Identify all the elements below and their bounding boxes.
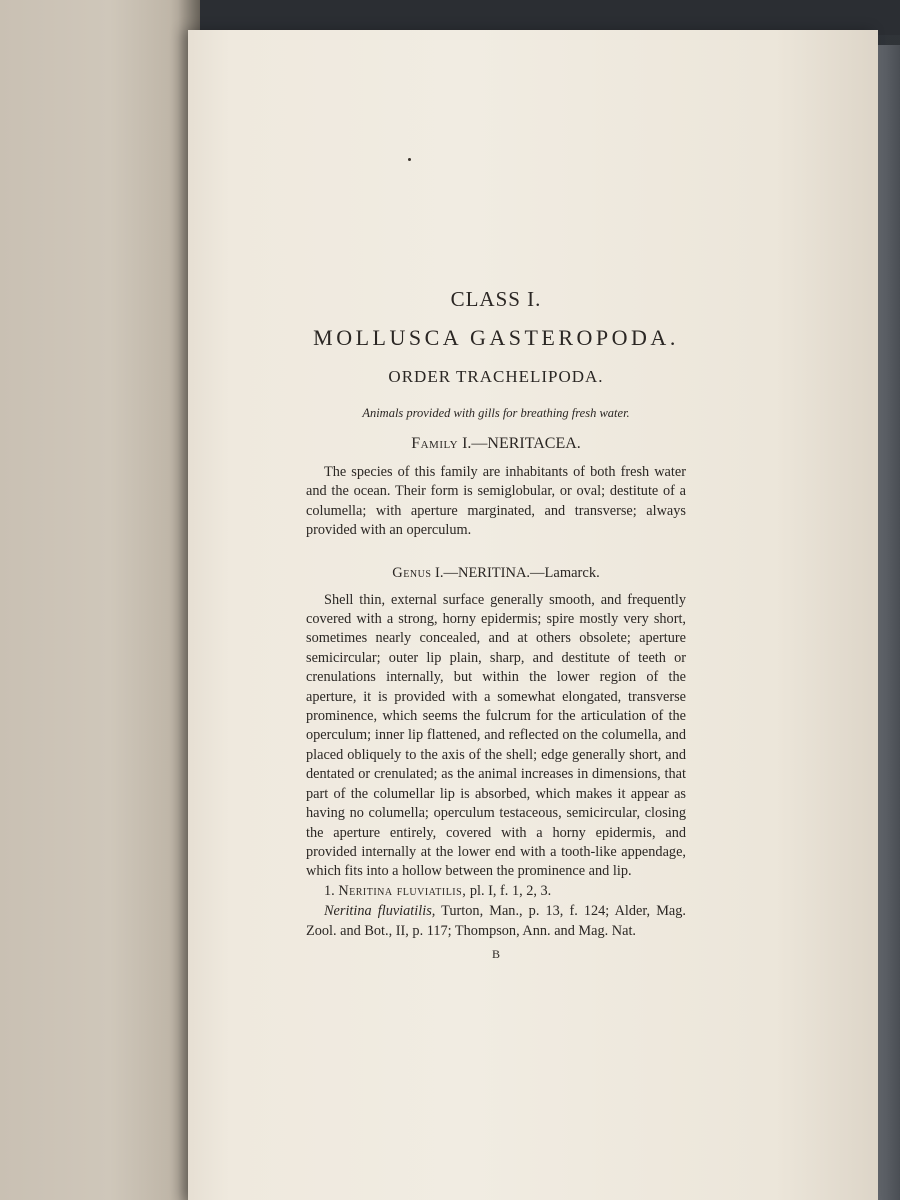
genus-description: Shell thin, external surface generally smooth, and frequently covered with a strong, horny epidermis; spire mostly very short, sometimes nearly concealed, and at others obsolete; aperture semicircular; outer lip plain, sharp, and destitute of teeth or crenulations internally, but within the lower region of the aperture, it is provided with a somewhat elongated, transverse prominence, which seems the fulcrum for the articulation of the operculum; inner lip flattened, and reflected on the columella, and placed obliquely to the axis of the shell; edge generally short, and dentated or crenulated; as the animal increases in dimensions, that part of the columellar lip is absorbed, which makes it appear as having no columella; operculum testaceous, semicircular, closing the aperture entirely, covered with a horny epidermis, and provided internally at the lower end with a tooth-like appendage, which fits into a hollow between the prominence and lip.	[306, 591, 686, 880]
order-heading: ORDER TRACHELIPODA.	[388, 367, 604, 386]
family-description: The species of this family are inhabitants of both fresh water and the ocean. Their form is semiglobular, or oval; destitute of a columella; with aperture marginated, and transverse; always provided with an operculum.	[306, 464, 686, 539]
reference-italic: Neritina fluviatilis,	[324, 903, 436, 920]
signature-mark: B	[491, 947, 500, 962]
species-entry	[306, 882, 686, 901]
page-text	[306, 285, 686, 963]
species-number: 1.	[324, 882, 335, 899]
subclass-heading: MOLLUSCA GASTEROPODA.	[313, 325, 679, 350]
family-label: Family	[411, 435, 459, 452]
class-heading: CLASS I.	[450, 287, 542, 311]
reference-text: Turton, Man., p. 13, f. 124; Alder, Mag. Zool. and Bot., II, p. 117; Thompson, Ann. and Mag. Nat.	[306, 903, 686, 940]
left-page-verso	[0, 0, 200, 1200]
species-name: Neritina fluviatilis,	[338, 882, 467, 899]
family-heading	[306, 433, 686, 455]
species-plate: pl. I, f. 1, 2, 3.	[466, 882, 552, 899]
genus-heading	[306, 563, 686, 583]
genus-name: I.—NERITINA.—Lamarck.	[431, 564, 600, 581]
paper-speck	[408, 158, 411, 161]
family-name: I.—NERITACEA.	[458, 435, 581, 452]
order-note: Animals provided with gills for breathing fresh water.	[362, 406, 630, 420]
species-reference	[306, 901, 686, 941]
genus-label: Genus	[392, 564, 432, 581]
